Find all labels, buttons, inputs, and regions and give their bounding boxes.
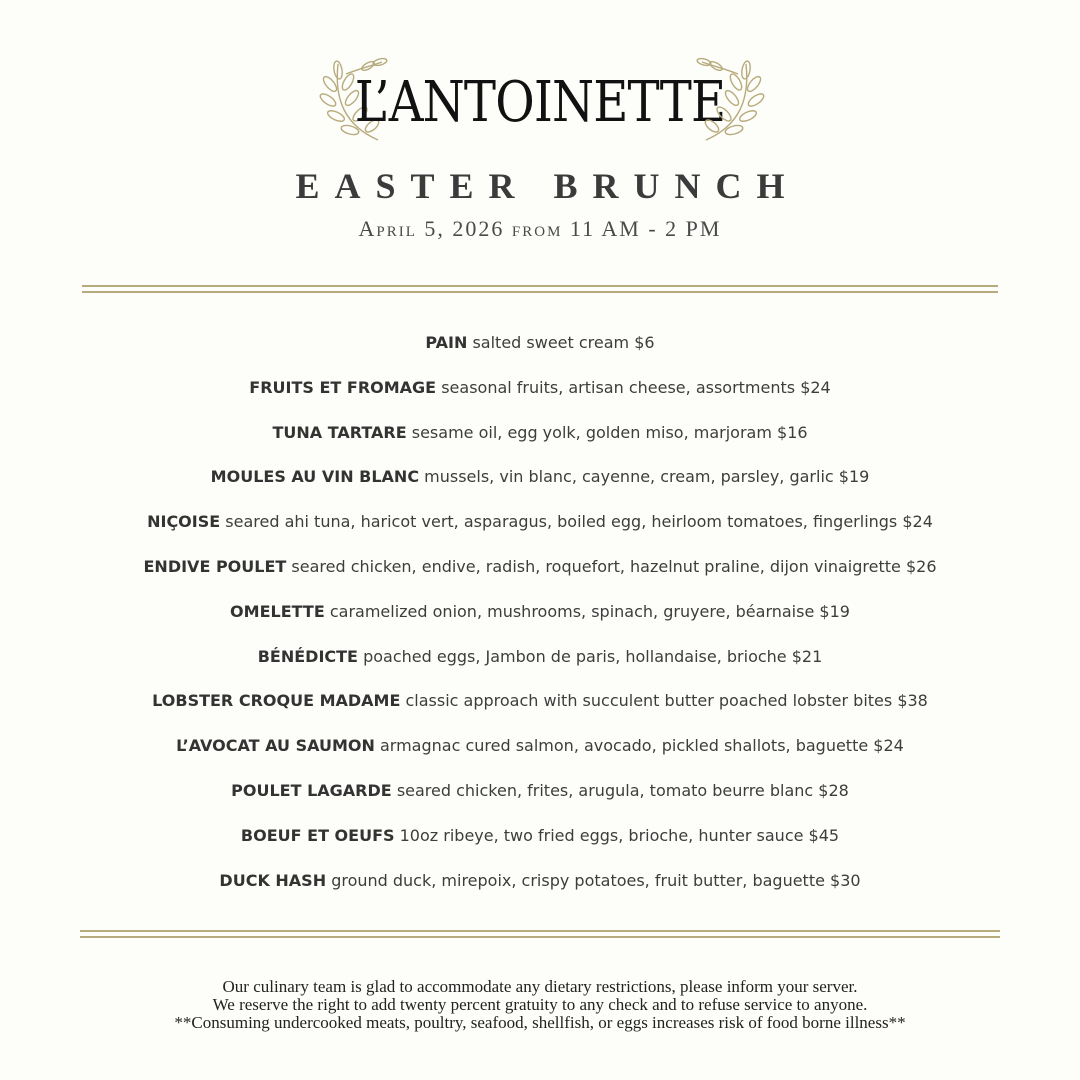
item-name: TUNA TARTARE: [272, 422, 407, 442]
item-description: sesame oil, egg yolk, golden miso, marjoram $16: [411, 422, 808, 442]
footer-gratuity-note: We reserve the right to add twenty percent gratuity to any check and to refuse service to anyone.: [212, 995, 868, 1014]
restaurant-logo: [0, 56, 1080, 146]
item-name: NIÇOISE: [147, 512, 221, 532]
item-description: 10oz ribeye, two fried eggs, brioche, hunter sauce $45: [399, 825, 840, 845]
item-name: FRUITS ET FROMAGE: [249, 377, 437, 397]
menu-item: [0, 776, 1080, 821]
footer-health-warning: **Consuming undercooked meats, poultry, seafood, shellfish, or eggs increases risk of food borne illness**: [174, 1013, 906, 1032]
item-name: MOULES AU VIN BLANC: [210, 467, 420, 487]
item-name: OMELETTE: [230, 601, 325, 621]
menu-list: [0, 328, 1080, 910]
item-name: BÉNÉDICTE: [257, 646, 358, 666]
item-description: seared chicken, endive, radish, roquefort, hazelnut praline, dijon vinaigrette $26: [291, 556, 937, 576]
top-divider: [82, 285, 998, 293]
menu-item: [0, 642, 1080, 687]
menu-item: [0, 462, 1080, 507]
menu-item: [0, 373, 1080, 418]
item-name: L’AVOCAT AU SAUMON: [176, 736, 375, 756]
item-description: armagnac cured salmon, avocado, pickled shallots, baguette $24: [379, 736, 904, 756]
footer-notice: [0, 978, 1080, 1032]
item-name: BOEUF ET OEUFS: [240, 825, 395, 845]
item-description: poached eggs, Jambon de paris, hollandaise, brioche $21: [363, 646, 823, 666]
menu-item: [0, 597, 1080, 642]
menu-item: [0, 328, 1080, 373]
menu-item: [0, 821, 1080, 866]
menu-item: [0, 552, 1080, 597]
item-description: salted sweet cream $6: [472, 333, 655, 352]
menu-item: [0, 418, 1080, 463]
item-name: ENDIVE POULET: [143, 556, 287, 576]
item-name: LOBSTER CROQUE MADAME: [152, 691, 401, 711]
item-description: caramelized onion, mushrooms, spinach, gruyere, béarnaise $19: [329, 601, 850, 621]
item-description: seared ahi tuna, haricot vert, asparagus, boiled egg, heirloom tomatoes, fingerlings $24: [225, 512, 933, 532]
menu-item: [0, 507, 1080, 552]
laurel-branch-right-icon: [688, 56, 768, 146]
menu-item: [0, 731, 1080, 776]
item-description: seared chicken, frites, arugula, tomato beurre blanc $28: [396, 780, 849, 800]
event-title: EASTER BRUNCH: [295, 166, 800, 206]
item-name: POULET LAGARDE: [231, 780, 392, 800]
item-description: ground duck, mirepoix, crispy potatoes, fruit butter, baguette $30: [331, 870, 861, 890]
item-description: seasonal fruits, artisan cheese, assortments $24: [441, 377, 831, 397]
menu-item: [0, 686, 1080, 731]
item-name: DUCK HASH: [219, 870, 327, 890]
item-name: PAIN: [425, 333, 468, 352]
bottom-divider: [80, 930, 1000, 938]
restaurant-name: L’ANTOINETTE: [354, 70, 726, 135]
item-description: classic approach with succulent butter poached lobster bites $38: [405, 691, 928, 711]
item-description: mussels, vin blanc, cayenne, cream, parsley, garlic $19: [424, 467, 870, 487]
footer-dietary-note: Our culinary team is glad to accommodate any dietary restrictions, please inform your server.: [222, 977, 858, 996]
menu-item: [0, 866, 1080, 911]
event-date: April 5, 2026 from 11 AM - 2 PM: [358, 216, 722, 241]
